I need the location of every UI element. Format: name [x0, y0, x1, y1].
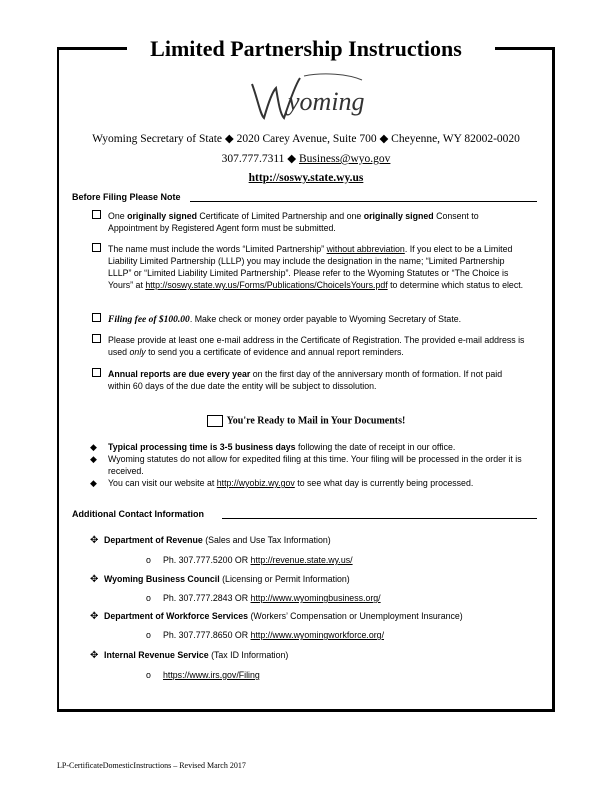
note-item-signed: One originally signed Certificate of Limited Partnership and one originally signed Consent to Appointment by Registered Agent form must be submitted. [92, 210, 527, 234]
contact-revenue-phone: o Ph. 307.777.5200 OR http://revenue.state.wy.us/ [146, 555, 353, 565]
section-rule [222, 518, 537, 519]
footer-revision: LP-CertificateDomesticInstructions – Revised March 2017 [57, 761, 246, 770]
ready-heading: You're Ready to Mail in Your Documents! [0, 415, 612, 427]
note-item-name: The name must include the words “Limited Partnership” without abbreviation. If you elect to be a Limited Liability Limited Partnership (LLLP) you may include the designation in the name; “Limited Partnership LLLP” or “Limited Liability Limited Partnership”. Please refer to the Wyoming Statutes or “The Choice is Yours” at http://soswy.state.wy.us/Forms/Publications/ChoiceIsYours.pdf to determine which status to elect. [92, 243, 527, 291]
wyoming-logo [244, 70, 366, 126]
email-link[interactable]: Business@wyo.gov [299, 153, 391, 165]
header-contact [0, 151, 612, 165]
diamond-icon: ◆ [90, 442, 97, 452]
additional-contact-heading: Additional Contact Information [72, 509, 204, 519]
business-link[interactable]: http://www.wyomingbusiness.org/ [250, 593, 381, 603]
website-bullet: ◆ You can visit our website at http://wyobiz.wy.gov to see what day is currently being processed. [90, 478, 474, 488]
section-rule [190, 201, 537, 202]
choice-link[interactable]: http://soswy.state.wy.us/Forms/Publications/ChoiceIsYours.pdf [145, 280, 388, 290]
bullet-icon: ✥ [90, 535, 99, 546]
wyobiz-link[interactable]: http://wyobiz.wy.gov [216, 478, 295, 488]
checkbox[interactable] [92, 243, 101, 252]
website-link[interactable]: http://soswy.state.wy.us [248, 172, 364, 184]
expedited-bullet: ◆ Wyoming statutes do not allow for expedited filing at this time. Your filing will be processed in the order it is received. [90, 454, 522, 476]
contact-workforce: ✥ Department of Workforce Services (Workers’ Compensation or Unemployment Insurance) [90, 611, 463, 622]
note-item-fee: Filing fee of $100.00. Make check or money order payable to Wyoming Secretary of State. [92, 313, 527, 326]
diamond-icon: ◆ [287, 153, 297, 165]
checkbox[interactable] [92, 334, 101, 343]
checkbox[interactable] [92, 313, 101, 322]
note-item-email: Please provide at least one e-mail address in the Certificate of Registration. The provided e-mail address is used only to send you a certificate of evidence and annual report reminders. [92, 334, 527, 358]
contact-business-phone: o Ph. 307.777.2843 OR http://www.wyomingbusiness.org/ [146, 593, 381, 603]
page-title: Limited Partnership Instructions [0, 36, 612, 62]
processing-time-bullet: ◆ Typical processing time is 3-5 business days following the date of receipt in our office. [90, 442, 456, 452]
diamond-icon: ◆ [90, 478, 97, 488]
note-item-annual: Annual reports are due every year on the first day of the anniversary month of formation. If not paid within 60 days of the due date the entity will be subject to dissolution. [92, 368, 527, 392]
header-website [0, 172, 612, 184]
before-filing-heading: Before Filing Please Note [72, 192, 181, 202]
contact-business-council: ✥ Wyoming Business Council (Licensing or Permit Information) [90, 574, 350, 585]
workforce-link[interactable]: http://www.wyomingworkforce.org/ [250, 630, 385, 640]
bullet-icon: ✥ [90, 611, 99, 622]
mailbox-icon [207, 415, 223, 427]
revenue-link[interactable]: http://revenue.state.wy.us/ [250, 555, 353, 565]
phone-number: 307.777.7311 [221, 153, 285, 165]
svg-text:yoming: yoming [288, 87, 365, 116]
irs-link[interactable]: https://www.irs.gov/Filing [163, 670, 260, 680]
contact-irs-link: o https://www.irs.gov/Filing [146, 670, 260, 680]
contact-irs: ✥ Internal Revenue Service (Tax ID Information) [90, 650, 289, 661]
diamond-icon: ◆ [90, 454, 97, 464]
checkbox[interactable] [92, 210, 101, 219]
bullet-icon: ✥ [90, 574, 99, 585]
checkbox[interactable] [92, 368, 101, 377]
header-address: Wyoming Secretary of State ◆ 2020 Carey Avenue, Suite 700 ◆ Cheyenne, WY 82002-0020 [92, 133, 520, 145]
contact-workforce-phone: o Ph. 307.777.8650 OR http://www.wyomingworkforce.org/ [146, 630, 385, 640]
contact-revenue: ✥ Department of Revenue (Sales and Use Tax Information) [90, 535, 331, 546]
bullet-icon: ✥ [90, 650, 99, 661]
